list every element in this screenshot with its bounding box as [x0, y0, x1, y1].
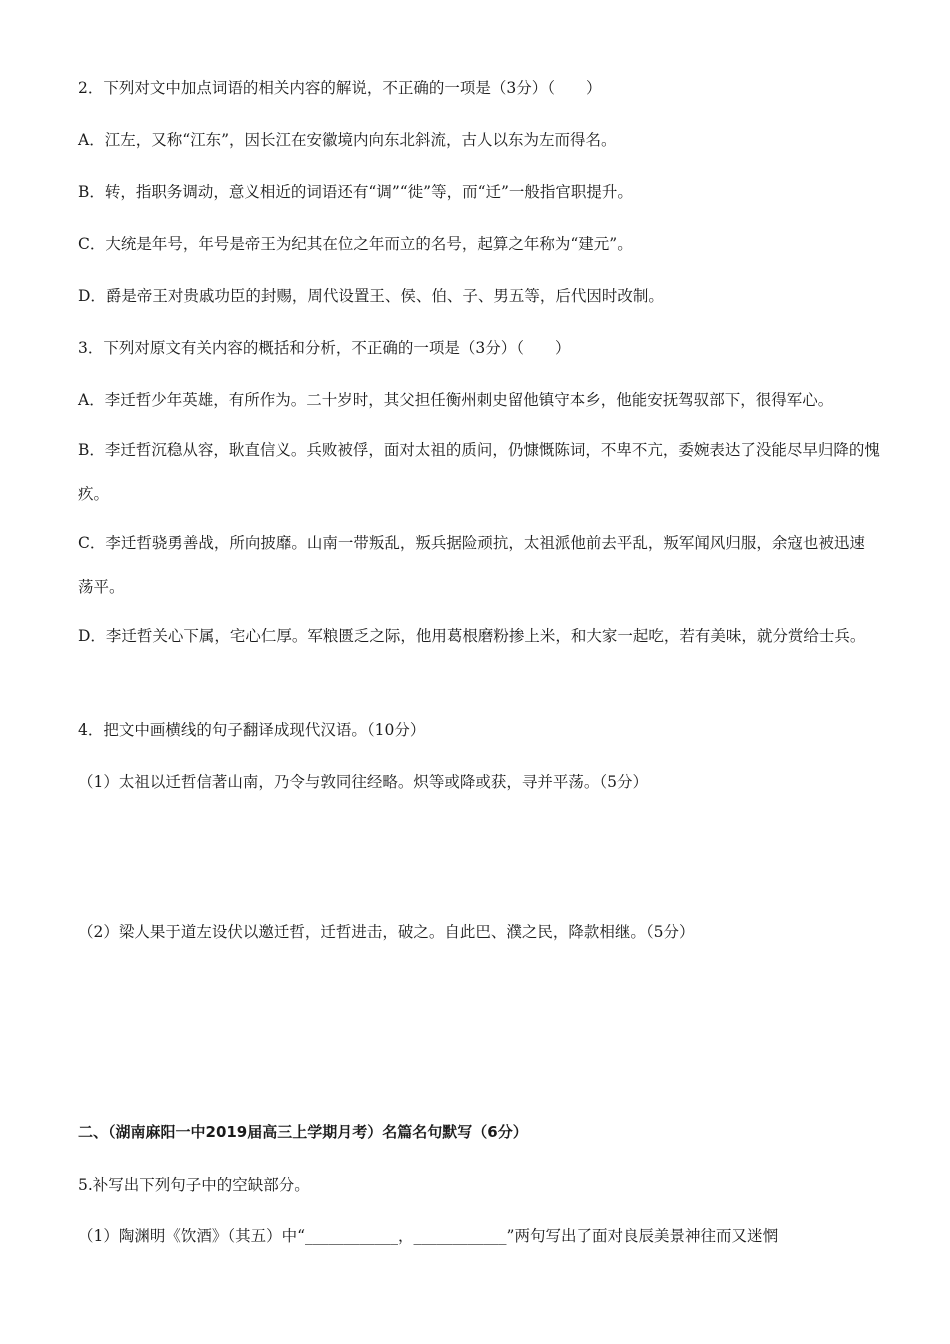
question-2-stem: 2．下列对文中加点词语的相关内容的解说，不正确的一项是（3分）（ ）: [78, 79, 602, 97]
question-4-sentence-2: （2）梁人果于道左设伏以邀迁哲，迁哲进击，破之。自此巴、濮之民，降款相继。（5分）: [78, 923, 695, 941]
question-3-option-d: D．李迁哲关心下属，宅心仁厚。军粮匮乏之际，他用葛根磨粉掺上米，和大家一起吃，若有美味，就分赏给士兵。: [78, 627, 866, 645]
question-2-option-d: D．爵是帝王对贵戚功臣的封赐，周代设置王、侯、伯、子、男五等，后代因时改制。: [78, 287, 664, 305]
question-5-stem: 5.补写出下列句子中的空缺部分。: [78, 1176, 310, 1194]
question-3-option-c: C．李迁哲骁勇善战，所向披靡。山南一带叛乱，叛兵据险顽抗，太祖派他前去平乱，叛军闻风归服，余寇也被迅速荡平。: [78, 534, 865, 596]
question-3-stem: 3．下列对原文有关内容的概括和分析，不正确的一项是（3分）（ ）: [78, 339, 571, 357]
question-5-item-1: （1）陶渊明《饮酒》（其五）中“____________，____________”两句写出了面对良辰美景神往而又迷惘: [78, 1227, 778, 1245]
question-2-option-c: C．大统是年号，年号是帝王为纪其在位之年而立的名号，起算之年称为“建元”。: [78, 235, 633, 253]
question-3-option-b: B．李迁哲沉稳从容，耿直信义。兵败被俘，面对太祖的质问，仍慷慨陈词，不卑不亢，委婉表达了没能尽早归降的愧疚。: [78, 441, 880, 503]
question-2-option-a: A．江左，又称“江东”，因长江在安徽境内向东北斜流，古人以东为左而得名。: [78, 131, 617, 149]
question-3-option-a: A．李迁哲少年英雄，有所作为。二十岁时，其父担任衡州刺史留他镇守本乡，他能安抚驾驭部下，很得军心。: [78, 391, 834, 409]
section-2-title: 二、（湖南麻阳一中2019届高三上学期月考）名篇名句默写（6分）: [78, 1123, 528, 1141]
question-4-sentence-1: （1）太祖以迁哲信著山南，乃令与敦同往经略。炽等或降或获，寻并平荡。（5分）: [78, 773, 648, 791]
question-2-option-b: B．转，指职务调动，意义相近的词语还有“调”“徙”等，而“迁”一般指官职提升。: [78, 183, 633, 201]
question-4-stem: 4．把文中画横线的句子翻译成现代汉语。（10分）: [78, 721, 426, 739]
